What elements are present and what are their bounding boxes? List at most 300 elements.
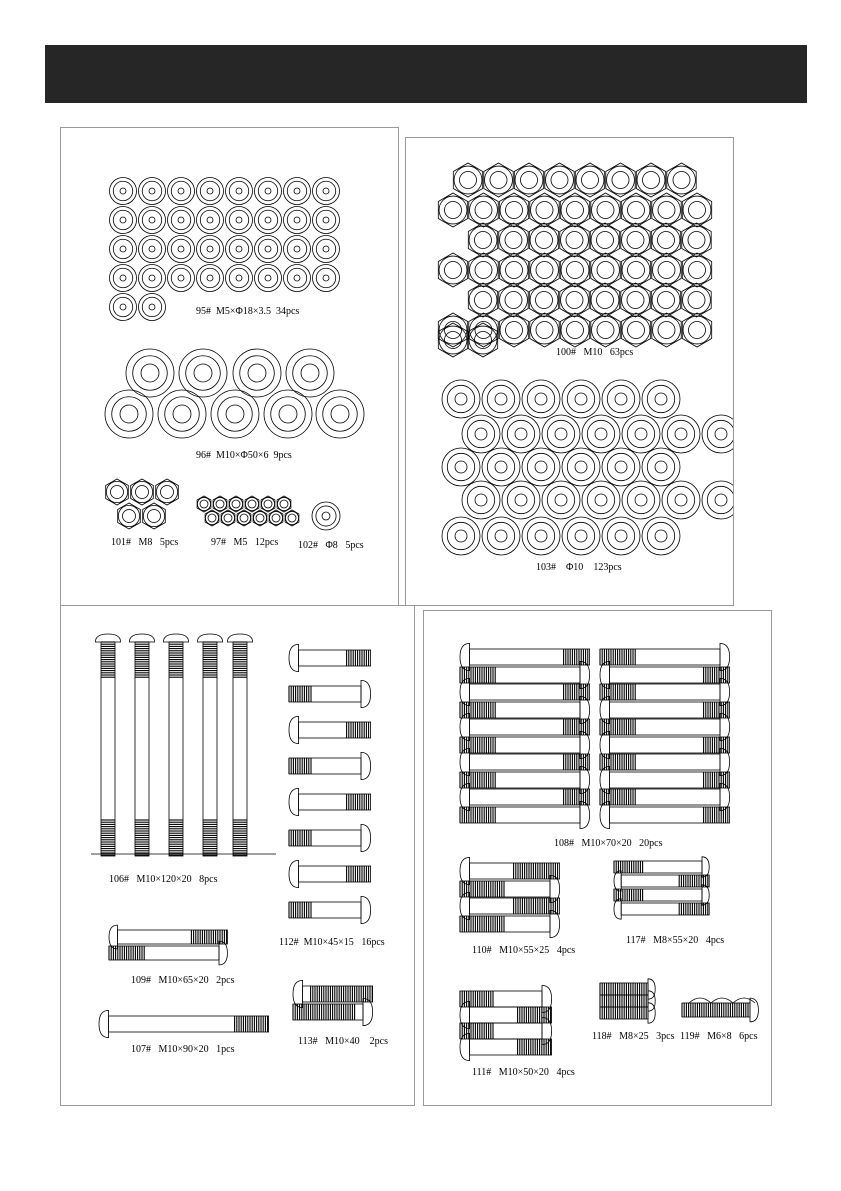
part-spec: M10×45×15 [303, 937, 354, 948]
part-spec: M5 [233, 537, 248, 548]
part-number: 96# [196, 450, 211, 461]
part-qty: 4pcs [705, 935, 725, 946]
nut-100 [682, 193, 711, 227]
washer-95 [197, 207, 224, 234]
part-spec: Φ8 [325, 540, 338, 551]
bolt-112-head [361, 680, 371, 707]
nut-97-hex [197, 496, 211, 512]
nut-100 [652, 313, 681, 347]
washer-103-ring [647, 385, 674, 412]
washer-95-hole [207, 246, 213, 252]
washer-103-ring [667, 486, 694, 513]
part-number: 95# [196, 306, 211, 317]
washer-103-ring [547, 420, 574, 447]
nut-100-chamfer [622, 226, 650, 254]
nut-100-hole [627, 292, 644, 309]
washer-95-ring [316, 181, 335, 200]
washer-103-hole [455, 393, 467, 405]
nut-100-hex [438, 313, 467, 347]
washer-103 [502, 481, 540, 519]
bolt-118-head [648, 1003, 655, 1023]
washer-96-outer [158, 390, 206, 438]
part-label-109 [131, 975, 235, 986]
panel-hex-nuts-washers-drawing [406, 138, 733, 605]
bolt-119-head [750, 998, 758, 1022]
nut-97-hex [229, 496, 243, 512]
nut-100-hex [529, 283, 558, 317]
washer-103-hole [535, 530, 547, 542]
washer-96-ring [323, 397, 358, 432]
part-spec: M5×Φ18×3.5 [216, 306, 271, 317]
part-label-100 [556, 347, 633, 358]
nut-100 [591, 253, 620, 287]
washer-95-ring [229, 181, 248, 200]
nut-100 [590, 223, 619, 257]
nut-101-hex [156, 479, 179, 505]
washer-103 [642, 380, 680, 418]
part-label-112 [279, 937, 385, 948]
part-label-119 [680, 1031, 758, 1042]
washer-95-hole [323, 246, 329, 252]
nut-100 [560, 313, 589, 347]
washer-103-ring [447, 522, 474, 549]
washer-103-hole [575, 461, 587, 473]
nut-100 [621, 253, 650, 287]
bolt-119 [682, 998, 758, 1022]
part-label-102 [298, 540, 364, 551]
bolt-109-shank [109, 946, 219, 960]
part-qty: 8pcs [199, 874, 218, 885]
bolt-112-head [289, 860, 299, 887]
part-qty: 1pcs [216, 1044, 235, 1055]
bolt-106-head [129, 634, 154, 642]
bolt-108-shank [610, 667, 730, 683]
nut-97-hex [285, 510, 299, 526]
nut-100 [651, 223, 680, 257]
nut-100-chamfer [469, 226, 497, 254]
part-spec: M10×120×20 [136, 874, 192, 885]
nut-97-hole [280, 500, 288, 508]
nut-100 [652, 253, 681, 287]
washer-95-ring [113, 181, 132, 200]
nut-100-hex [591, 313, 620, 347]
nut-97-hex [253, 510, 267, 526]
nut-100-chamfer [683, 226, 711, 254]
nut-101 [106, 479, 129, 505]
bolt-108-shank [470, 789, 590, 805]
washer-95-ring [142, 268, 161, 287]
washer-95 [110, 207, 137, 234]
nut-100-chamfer [470, 196, 498, 224]
washer-103 [462, 481, 500, 519]
washer-95-hole [149, 304, 155, 310]
part-label-97 [211, 537, 278, 548]
nut-97-chamfer [261, 497, 274, 510]
part-spec: M10 [583, 347, 603, 358]
bolt-112-head [361, 752, 371, 779]
washer-96 [179, 349, 227, 397]
washer-103-hole [515, 428, 527, 440]
washer-95-hole [236, 188, 242, 194]
nut-100-chamfer [653, 256, 681, 284]
nut-100 [636, 163, 665, 197]
bolt-112 [289, 860, 371, 887]
nut-101-hole [123, 510, 136, 523]
washer-103 [622, 415, 660, 453]
nut-100-hole [688, 232, 705, 249]
nut-97 [253, 510, 267, 526]
washer-95-hole [120, 246, 126, 252]
nut-100-hole [505, 292, 522, 309]
nut-100 [682, 283, 711, 317]
washer-103-ring [627, 420, 654, 447]
washer-96-outer [105, 390, 153, 438]
nut-97 [245, 496, 259, 512]
washer-96 [286, 349, 334, 397]
nut-100-hex [499, 283, 528, 317]
bolt-108-shank [610, 807, 730, 823]
nut-100 [590, 283, 619, 317]
nut-97-chamfer [245, 497, 258, 510]
washer-103-ring [627, 486, 654, 513]
nut-97-hole [208, 514, 216, 522]
panel-bolts-left [60, 605, 415, 1106]
nut-100-chamfer [683, 316, 711, 344]
bolt-118-head [648, 991, 655, 1011]
nut-100 [545, 163, 574, 197]
nut-100-hole [566, 232, 583, 249]
nut-100 [499, 313, 528, 347]
washer-95-ring [258, 181, 277, 200]
part-number: 101# [111, 537, 131, 548]
nut-100-chamfer [531, 256, 559, 284]
washer-95-ring [258, 210, 277, 229]
washer-95-hole [236, 217, 242, 223]
part-number: 100# [556, 347, 576, 358]
nut-100-chamfer [439, 256, 467, 284]
nut-100-hex [621, 223, 650, 257]
washer-95 [313, 265, 340, 292]
bolt-106 [129, 634, 154, 856]
nut-100 [621, 223, 650, 257]
nut-100-hex [651, 283, 680, 317]
nut-97 [285, 510, 299, 526]
washer-95 [284, 236, 311, 263]
nut-100-hex [468, 283, 497, 317]
nut-97-chamfer [285, 511, 298, 524]
nut-100-chamfer [500, 316, 528, 344]
washer-103-hole [475, 494, 487, 506]
nut-100-chamfer [500, 256, 528, 284]
bolt-109-head [109, 925, 117, 949]
nut-100-hex [453, 163, 482, 197]
washer-95 [313, 207, 340, 234]
washer-95 [284, 265, 311, 292]
washer-95-hole [323, 188, 329, 194]
washer-95-ring [229, 239, 248, 258]
part-number: 118# [592, 1031, 612, 1042]
part-qty: 20pcs [639, 838, 663, 849]
washer-95 [110, 294, 137, 321]
nut-100-hex [499, 253, 528, 287]
nut-97-chamfer [205, 511, 218, 524]
nut-100-hole [628, 202, 645, 219]
washer-103-ring [647, 453, 674, 480]
part-label-95 [196, 306, 299, 317]
washer-103-hole [615, 393, 627, 405]
nut-100-hex [652, 313, 681, 347]
nut-97-hole [216, 500, 224, 508]
washer-96-hole [120, 405, 138, 423]
nut-97-hole [240, 514, 248, 522]
washer-103 [582, 481, 620, 519]
nut-100-hole [658, 202, 675, 219]
washer-95 [139, 294, 166, 321]
nut-100-hole [643, 172, 660, 189]
nut-100-hex [545, 163, 574, 197]
bolt-112 [289, 824, 371, 851]
washer-103-hole [515, 494, 527, 506]
nut-100-chamfer [454, 166, 482, 194]
bolt-107-shank [109, 1016, 269, 1032]
washer-96-outer [264, 390, 312, 438]
bolt-108-shank [470, 649, 590, 665]
washer-103-ring [547, 486, 574, 513]
washer-96 [233, 349, 281, 397]
nut-97-chamfer [197, 497, 210, 510]
washer-103-hole [495, 461, 507, 473]
nut-97-chamfer [229, 497, 242, 510]
nut-100-hole [490, 172, 507, 189]
nut-100-hole [460, 172, 477, 189]
nut-100 [621, 283, 650, 317]
nut-100-hex [514, 163, 543, 197]
washer-103 [662, 415, 700, 453]
nut-97 [221, 510, 235, 526]
washer-95 [110, 178, 137, 205]
nut-100 [560, 223, 589, 257]
panel-bolts-right [423, 610, 772, 1106]
nut-97 [205, 510, 219, 526]
nut-97-chamfer [253, 511, 266, 524]
nut-100-hex [499, 313, 528, 347]
bolt-110-head [550, 910, 560, 937]
washer-96-ring [165, 397, 200, 432]
washer-95-ring [113, 239, 132, 258]
nut-100-hole [475, 202, 492, 219]
washer-95 [139, 207, 166, 234]
nut-100 [438, 323, 467, 357]
bolt-118-head [648, 979, 655, 999]
washer-95-hole [207, 275, 213, 281]
washer-95-hole [294, 246, 300, 252]
panel-washers-nuts-drawing [61, 128, 398, 606]
bolt-110-head [460, 857, 470, 884]
washer-95-ring [171, 268, 190, 287]
bolt-110 [460, 857, 560, 884]
bolt-107-head [99, 1010, 109, 1037]
washer-103 [602, 517, 640, 555]
nut-97-hex [213, 496, 227, 512]
nut-100 [499, 223, 528, 257]
nut-100 [468, 283, 497, 317]
bolt-106-head [163, 634, 188, 642]
part-number: 113# [298, 1036, 318, 1047]
part-spec: Φ10 [566, 562, 584, 573]
nut-97 [237, 510, 251, 526]
nut-100-hex [468, 223, 497, 257]
nut-97-hole [272, 514, 280, 522]
washer-103-ring [527, 453, 554, 480]
nut-100-chamfer [469, 286, 497, 314]
nut-100-chamfer [591, 286, 619, 314]
nut-100-hole [505, 232, 522, 249]
nut-101 [156, 479, 179, 505]
washer-103-hole [675, 428, 687, 440]
bolt-112-head [361, 824, 371, 851]
washer-103-hole [635, 494, 647, 506]
washer-95-hole [178, 217, 184, 223]
part-number: 109# [131, 975, 151, 986]
nut-100-hex [590, 223, 619, 257]
part-spec: M10×40 [325, 1036, 360, 1047]
nut-97-hole [288, 514, 296, 522]
bolt-117 [614, 885, 709, 905]
part-qty: 5pcs [159, 537, 179, 548]
nut-100 [560, 283, 589, 317]
washer-95-hole [149, 188, 155, 194]
bolt-111-shank [460, 1023, 542, 1039]
nut-100 [621, 193, 650, 227]
nut-100-hole [689, 262, 706, 279]
bolt-113 [293, 998, 373, 1025]
nut-100 [621, 313, 650, 347]
nut-100 [560, 193, 589, 227]
nut-100-hex [575, 163, 604, 197]
nut-100-chamfer [561, 286, 589, 314]
nut-100-chamfer [530, 286, 558, 314]
nut-100 [438, 193, 467, 227]
washer-96-outer [179, 349, 227, 397]
nut-100-hex [529, 223, 558, 257]
nut-100 [468, 223, 497, 257]
washer-103-ring [607, 453, 634, 480]
washer-96-ring [271, 397, 306, 432]
part-qty: 123pcs [593, 562, 622, 573]
washer-95-hole [323, 275, 329, 281]
nut-100-hole [445, 332, 462, 349]
washer-95 [313, 236, 340, 263]
nut-100-chamfer [683, 286, 711, 314]
nut-100-chamfer [500, 226, 528, 254]
nut-100-hole [597, 202, 614, 219]
nut-100-hex [621, 313, 650, 347]
washer-95-ring [171, 181, 190, 200]
washer-103-hole [635, 428, 647, 440]
washer-103 [562, 448, 600, 486]
nut-100-hole [475, 262, 492, 279]
nut-100-chamfer [607, 166, 635, 194]
nut-97-hex [221, 510, 235, 526]
part-spec: M10×Φ50×6 [216, 450, 269, 461]
washer-96 [126, 349, 174, 397]
nut-100 [591, 193, 620, 227]
part-number: 110# [472, 945, 492, 956]
nut-97-chamfer [213, 497, 226, 510]
nut-100-hole [536, 322, 553, 339]
washer-95-hole [323, 217, 329, 223]
bolt-112 [289, 644, 371, 671]
bolt-113-head [363, 998, 373, 1025]
nut-100 [499, 253, 528, 287]
nut-100-chamfer [561, 256, 589, 284]
washer-96-outer [211, 390, 259, 438]
nut-100-chamfer [668, 166, 696, 194]
part-label-96 [196, 450, 292, 461]
washer-95-hole [294, 217, 300, 223]
nut-100 [530, 253, 559, 287]
washer-95 [255, 207, 282, 234]
bolt-117-head [614, 899, 621, 919]
nut-100-hole [475, 322, 492, 339]
part-number: 107# [131, 1044, 151, 1055]
nut-100-hole [521, 172, 538, 189]
washer-95-ring [287, 210, 306, 229]
bolt-117 [614, 871, 709, 891]
nut-100-hole [506, 202, 523, 219]
nut-97-hole [224, 514, 232, 522]
part-spec: M8 [138, 537, 153, 548]
nut-100-chamfer [683, 196, 711, 224]
nut-100 [469, 193, 498, 227]
washer-103-hole [535, 393, 547, 405]
washer-96 [158, 390, 206, 438]
washer-96-hole [173, 405, 191, 423]
washer-103-ring [527, 385, 554, 412]
bolt-108-head [600, 801, 610, 828]
nut-100-hole [506, 262, 523, 279]
nut-101-hex [131, 479, 154, 505]
nut-100-hole [582, 172, 599, 189]
nut-101-hole [111, 486, 124, 499]
nut-100-chamfer [652, 286, 680, 314]
washer-96-outer [316, 390, 364, 438]
bolt-111-shank [460, 991, 542, 1007]
nut-97-hole [248, 500, 256, 508]
nut-101 [131, 479, 154, 505]
nut-100-hole [551, 172, 568, 189]
washer-95 [226, 265, 253, 292]
part-label-103 [536, 562, 622, 573]
washer-103-hole [655, 530, 667, 542]
nut-100-hex [560, 283, 589, 317]
nut-100 [530, 193, 559, 227]
nut-97 [277, 496, 291, 512]
nut-100-hole [445, 202, 462, 219]
washer-103-ring [487, 385, 514, 412]
bolt-106-head [95, 634, 120, 642]
washer-96-outer [126, 349, 174, 397]
nut-100-hex [469, 253, 498, 287]
nut-100 [682, 313, 711, 347]
washer-96-outer [233, 349, 281, 397]
nut-100-chamfer [515, 166, 543, 194]
washer-103-ring [567, 385, 594, 412]
washer-103-hole [595, 494, 607, 506]
washer-95-ring [258, 239, 277, 258]
nut-100 [682, 253, 711, 287]
nut-100-hole [627, 232, 644, 249]
